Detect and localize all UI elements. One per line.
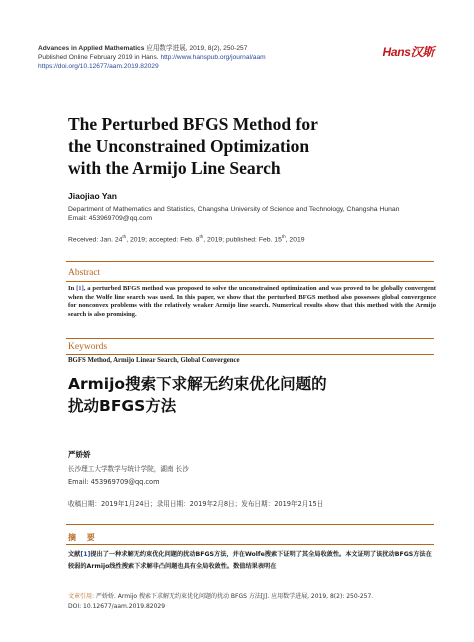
divider xyxy=(66,544,434,545)
citation-label: 文章引用: xyxy=(68,593,95,600)
citation-text: 严娇娇. Armijo 搜索下求解无约束优化问题的扰动 BFGS 方法[J]. 应用数学进展, 2019, 8(2): 250-257. xyxy=(94,593,374,600)
abstract-text: In [1], a perturbed BFGS method was proposed to solve the unconstrained optimization and was proved to be globally convergent when the Wolfe line search was used. In this paper, we show that the perturbed BFGS method also possesses global convergence for nonconvex problems with the relatively weaker Armijo line search. Numerical results show that this method with the Armijo search is also promising. xyxy=(68,285,436,319)
chinese-dates: 收稿日期：2019年1月24日；录用日期：2019年2月8日；发布日期：2019年2月15日 xyxy=(68,500,324,508)
divider xyxy=(66,261,434,262)
chinese-title-line-2: 扰动BFGS方法 xyxy=(68,397,177,415)
reference-link[interactable]: [1] xyxy=(76,285,84,292)
chinese-abstract-text: 文献[1]提出了一种求解无约束优化问题的扰动BFGS方法，并在Wolfe搜索下证明了其全局收敛性。本文证明了该扰动BFGS方法在较弱的Armijo线性搜索下求解非凸问题也具有全局收敛性。数值结果表明在 xyxy=(68,551,432,570)
chinese-title xyxy=(68,373,398,417)
received-dates: Received: Jan. 24th, 2019; accepted: Feb. 8th, 2019; published: Feb. 15th, 2019 xyxy=(68,234,305,244)
chinese-title-line-1: Armijo搜索下求解无约束优化问题的 xyxy=(68,375,327,393)
title-line-1: The Perturbed BFGS Method for xyxy=(68,114,318,134)
citation-footer xyxy=(68,592,373,611)
reference-link[interactable]: [1] xyxy=(80,551,91,558)
journal-cn-reference: 应用数学进展, 2019, 8(2), 250-257 xyxy=(146,45,248,52)
divider xyxy=(66,281,434,282)
affiliation-block xyxy=(68,205,438,223)
published-line: Published Online February 2019 in Hans. xyxy=(38,54,159,61)
chinese-affiliation-line: 长沙理工大学数学与统计学院，湖南 长沙 xyxy=(68,465,189,473)
chinese-abstract-heading: 摘 要 xyxy=(68,533,99,542)
paper-title xyxy=(68,113,368,179)
keywords-heading: Keywords xyxy=(68,342,108,352)
doi-link[interactable]: https://doi.org/10.12677/aam.2019.82029 xyxy=(38,63,159,70)
journal-name: Advances in Applied Mathematics xyxy=(38,45,145,52)
divider xyxy=(66,354,434,355)
chinese-affiliation xyxy=(68,463,189,489)
chinese-author: 严娇娇 xyxy=(68,450,91,459)
abstract-heading: Abstract xyxy=(68,268,101,278)
title-line-3: with the Armijo Line Search xyxy=(68,158,281,178)
chinese-email: Email: 453969709@qq.com xyxy=(68,478,160,486)
publisher-logo: Hans汉斯 xyxy=(382,45,434,59)
divider xyxy=(66,338,434,339)
title-line-2: the Unconstrained Optimization xyxy=(68,136,310,156)
author-name: Jiaojiao Yan xyxy=(68,191,117,201)
journal-url-link[interactable]: http://www.hanspub.org/journal/aam xyxy=(160,54,266,61)
divider xyxy=(66,524,434,525)
affiliation: Department of Mathematics and Statistics, Changsha University of Science and Technology, Changsha Hunan xyxy=(68,206,400,213)
footer-doi: DOI: 10.12677/aam.2019.82029 xyxy=(68,602,166,610)
author-email: Email: 453969709@qq.com xyxy=(68,215,152,222)
journal-header xyxy=(38,44,266,71)
keywords-text: BGFS Method, Armijo Linear Search, Global Convergence xyxy=(68,357,240,364)
